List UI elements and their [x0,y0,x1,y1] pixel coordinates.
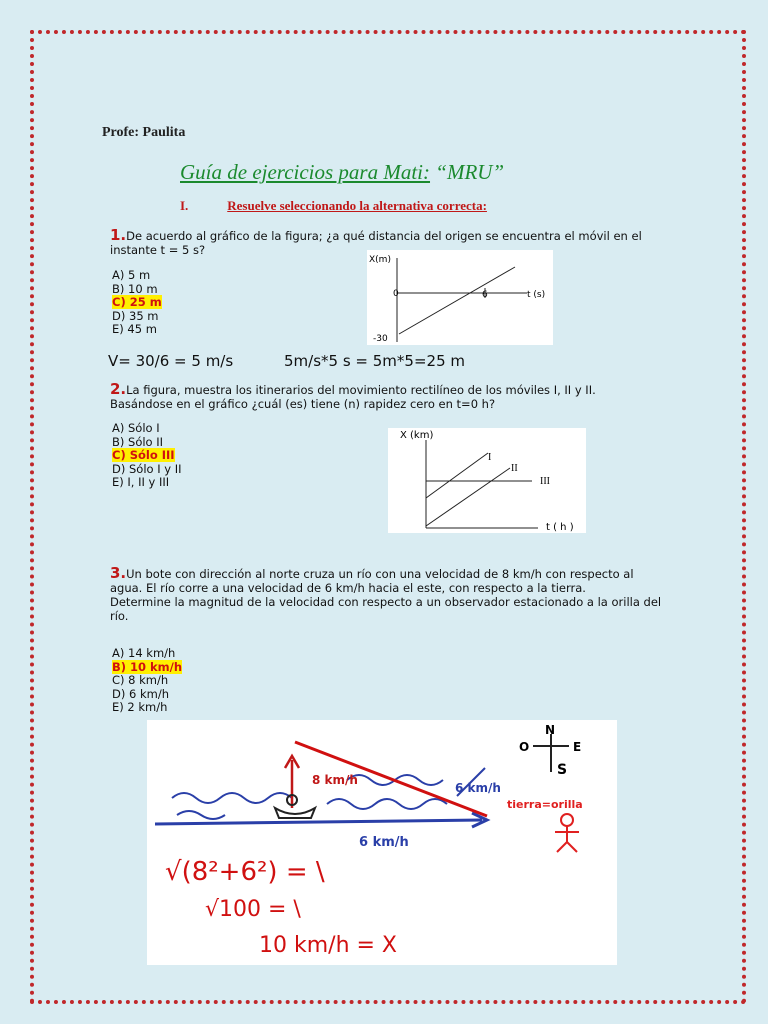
question-2-options [112,422,182,490]
question-2-number: 2. [110,380,127,398]
q1-y-tick-label: -30 [373,334,388,344]
compass-west: O [519,740,530,754]
equation-sqrt: √100 = \ [205,897,301,922]
q3-option-c: C) 8 km/h [112,673,169,687]
q1-position-time-graph [367,250,553,345]
q3-option-b-selected: B) 10 km/h [112,659,183,674]
page-title [180,160,504,185]
q3-option-e: E) 2 km/h [112,700,168,714]
instruction-text: Resuelve seleccionando la alternativa correcta: [227,198,487,213]
q1-distance-formula: 5m/s*5 s = 5m*5=25 m [284,352,465,370]
q2-label-ii: II [511,463,518,474]
q1-y-label: X(m) [369,255,391,265]
question-2 [110,382,662,411]
q2-line-i [426,453,488,498]
river-velocity-label-right: 6 km/h [455,781,501,795]
q1-option-d: D) 35 m [112,308,159,323]
question-1-options [112,269,162,337]
compass-south: S [557,762,568,778]
wave-line-3 [327,799,447,809]
q1-x-tick-label: 6 [482,290,488,300]
title-topic: “MRU” [435,160,505,184]
q2-label-i: I [488,452,492,463]
q2-option-b: B) Sólo II [112,434,164,449]
q3-option-a: A) 14 km/h [112,646,176,660]
q1-velocity-formula: V= 30/6 = 5 m/s [108,352,234,370]
q2-y-label: X (km) [400,430,434,441]
boat-velocity-label: 8 km/h [312,773,358,787]
q1-option-e: E) 45 m [112,322,157,336]
q2-x-label: t ( h ) [546,522,574,533]
q1-option-c-selected: C) 25 m [112,295,162,309]
q2-option-e: E) I, II y III [112,475,170,489]
q2-itinerary-graph [388,428,586,533]
q1-option-b: B) 10 m [112,281,158,296]
equation-result: 10 km/h = X [259,933,398,958]
question-1-text: De acuerdo al gráfico de la figura; ¿a qué distancia del origen se encuentra el móvil en el instante t = 5 s? [110,229,642,257]
q2-line-ii [426,468,510,526]
q2-option-c-selected: C) Sólo III [112,448,175,462]
wave-line-1 [172,793,292,803]
question-1-number: 1. [110,226,127,244]
observer-figure [555,814,579,852]
question-3-number: 3. [110,564,127,582]
q2-option-d: D) Sólo I y II [112,461,182,476]
q3-option-d: D) 6 km/h [112,686,169,701]
q1-option-a: A) 5 m [112,268,151,282]
q2-option-a: A) Sólo I [112,421,160,435]
title-main: Guía de ejercicios para Mati: [180,160,431,184]
q2-label-iii: III [540,476,550,487]
river-sketch [147,720,617,965]
q1-position-line [399,267,515,334]
instruction [180,198,487,214]
river-flow-line [155,820,482,824]
compass-north: N [545,723,556,737]
teacher-name: Profe: Paulita [102,125,186,140]
question-2-text: La figura, muestra los itinerarios del movimiento rectilíneo de los móviles I, II y II. Basándose en el gráfico ¿cuál (es) tiene (n) rapidez cero en t=0 h? [110,383,596,411]
question-3-text-2: Determine la magnitud de la velocidad con respecto a un observador estacionado a la orilla del río. [110,595,662,623]
boat-hull [275,808,315,818]
question-3-options [112,647,182,715]
shore-label: tierra=orilla [507,798,583,811]
equation-pythagoras: √(8²+6²) = \ [165,857,325,887]
wave-line-4 [177,811,225,819]
river-velocity-label-bottom: 6 km/h [359,835,409,850]
q1-x-label: t (s) [527,290,546,300]
compass-east: E [573,740,582,754]
instruction-number: I. [180,198,189,213]
q1-origin-label: 0 [393,289,399,299]
question-3-text: Un bote con dirección al norte cruza un río con una velocidad de 8 km/h con respecto al agua. El río corre a una velocidad de 6 km/h hacia el este, con respecto a la tierra. [110,567,634,595]
question-3 [110,566,662,623]
